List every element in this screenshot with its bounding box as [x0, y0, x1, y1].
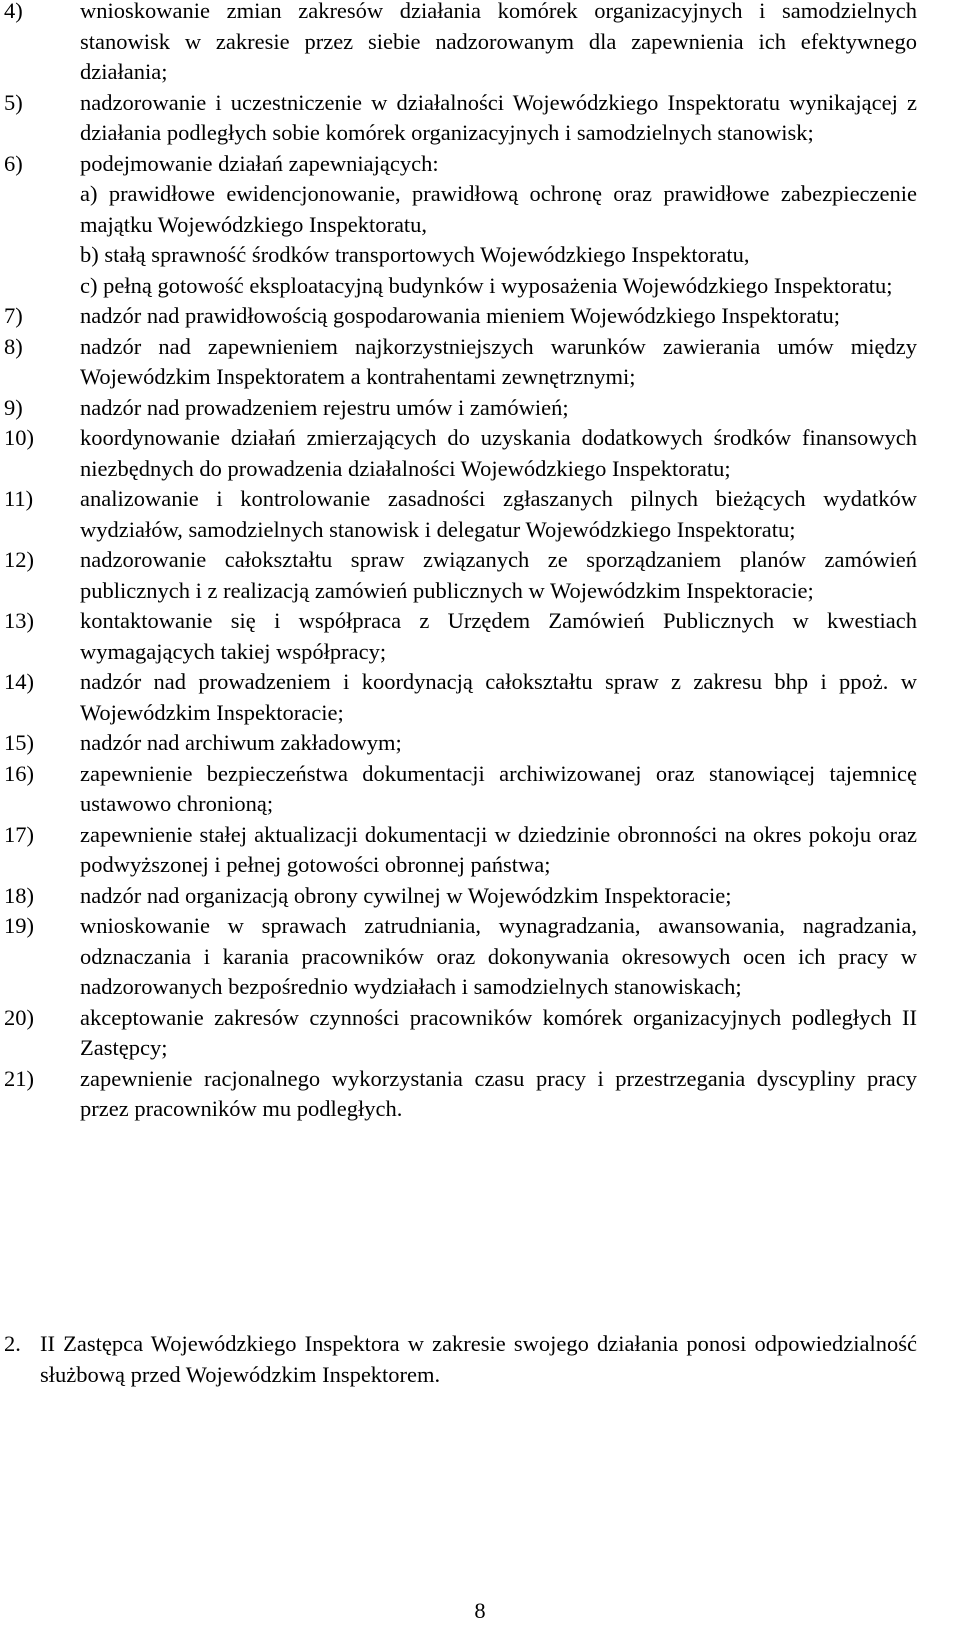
item-number: 8)	[4, 333, 23, 359]
section-2	[0, 1329, 960, 1390]
item-number: 16)	[4, 760, 34, 786]
list-item	[0, 393, 960, 424]
list-item	[0, 301, 960, 332]
item-number: 13)	[4, 608, 34, 633]
item-text: zapewnienie racjonalnego wykorzystania czasu pracy i przestrzegania dyscypliny pracy przez pracowników mu podległych.	[80, 1065, 917, 1121]
item-number: 4)	[4, 0, 23, 23]
item-text: nadzór nad prowadzeniem i koordynacją całokształtu spraw z zakresu bhp i ppoż. w Wojewódzkim Inspektoracie;	[80, 669, 917, 725]
item-text: nadzorowanie i uczestniczenie w działalności Wojewódzkiego Inspektoratu wynikającej z działania podległych sobie komórek organizacyjnych i samodzielnych stanowisk;	[80, 89, 917, 145]
item-number: 20)	[4, 1004, 34, 1030]
item-number: 15)	[4, 730, 34, 755]
item-number: 5)	[4, 89, 23, 115]
list-item	[0, 88, 960, 149]
list-item	[0, 149, 960, 180]
sub-list-item	[0, 271, 960, 302]
item-text: wnioskowanie w sprawach zatrudniania, wynagradzania, awansowania, nagradzania, odznaczania i karania pracowników oraz dokonywania okresowych ocen ich pracy w nadzorowanych bezpośrednio wydziałach i samodzielnych stanowiskach;	[80, 913, 917, 999]
item-text: podejmowanie działań zapewniających:	[80, 150, 439, 176]
item-text: zapewnienie stałej aktualizacji dokumentacji w dziedzinie obronności na okres pokoju oraz podwyższonej i pełnej gotowości obronnej państwa;	[80, 821, 917, 877]
item-text: nadzór nad prowadzeniem rejestru umów i zamówień;	[80, 394, 569, 420]
item-number: 11)	[4, 486, 34, 511]
item-text: zapewnienie bezpieczeństwa dokumentacji archiwizowanej oraz stanowiącej tajemnicę ustawowo chronioną;	[80, 760, 917, 816]
list-item	[0, 1064, 960, 1125]
list-item	[0, 423, 960, 484]
item-text: akceptowanie zakresów czynności pracowników komórek organizacyjnych podległych II Zastępcy;	[80, 1004, 917, 1060]
list-item	[0, 759, 960, 820]
sub-item-text: prawidłowe ewidencjonowanie, prawidłową ochronę oraz prawidłowe zabezpieczenie majątku Wojewódzkiego Inspektoratu,	[80, 181, 917, 237]
item-text: nadzór nad prawidłowością gospodarowania mieniem Wojewódzkiego Inspektoratu;	[80, 303, 841, 328]
list-item	[0, 820, 960, 881]
item-number: 12)	[4, 547, 34, 572]
list-item	[0, 0, 960, 88]
item-number: 19)	[4, 913, 34, 938]
item-text: nadzór nad archiwum zakładowym;	[80, 730, 402, 755]
list-item	[0, 606, 960, 667]
section-text: II Zastępca Wojewódzkiego Inspektora w zakresie swojego działania ponosi odpowiedzialność służbową przed Wojewódzkim Inspektorem.	[40, 1331, 917, 1387]
item-number: 14)	[4, 669, 34, 694]
item-text: kontaktowanie się i współpraca z Urzędem Zamówień Publicznych w kwestiach wymagających takiej współpracy;	[80, 608, 917, 664]
sub-item-text: pełną gotowość eksploatacyjną budynków i wyposażenia Wojewódzkiego Inspektoratu;	[103, 272, 893, 298]
item-text: wnioskowanie zmian zakresów działania komórek organizacyjnych i samodzielnych stanowisk w zakresie przez siebie nadzorowanym dla zapewnienia ich efektywnego działania;	[80, 0, 917, 84]
sub-item-letter: a)	[80, 181, 98, 206]
item-number: 9)	[4, 394, 23, 420]
list-item	[0, 484, 960, 545]
sub-item-text: stałą sprawność środków transportowych Wojewódzkiego Inspektoratu,	[104, 242, 750, 267]
item-number: 18)	[4, 882, 34, 908]
item-text: nadzór nad organizacją obrony cywilnej w Wojewódzkim Inspektoracie;	[80, 882, 732, 908]
sub-item-letter: c)	[80, 272, 98, 298]
sub-list-item	[0, 240, 960, 271]
item-number: 17)	[4, 821, 34, 847]
item-text: nadzór nad zapewnieniem najkorzystniejszych warunków zawierania umów między Wojewódzkim Inspektoratem a kontrahentami zewnętrznymi;	[80, 333, 917, 389]
sub-item-letter: b)	[80, 242, 99, 267]
list-item	[0, 667, 960, 728]
list-item	[0, 911, 960, 1003]
item-number: 21)	[4, 1065, 34, 1091]
list-item	[0, 1003, 960, 1064]
item-number: 7)	[4, 303, 23, 328]
page-number: 8	[474, 1598, 486, 1623]
list-item	[0, 881, 960, 912]
list-item	[0, 728, 960, 759]
item-text: nadzorowanie całokształtu spraw związanych ze sporządzaniem planów zamówień publicznych i z realizacją zamówień publicznych w Wojewódzkim Inspektoracie;	[80, 547, 917, 603]
item-number: 6)	[4, 150, 23, 176]
item-number: 10)	[4, 425, 34, 450]
item-text: analizowanie i kontrolowanie zasadności zgłaszanych pilnych bieżących wydatków wydziałów, samodzielnych stanowisk i delegatur Wojewódzkiego Inspektoratu;	[80, 486, 917, 542]
sub-list-item	[0, 179, 960, 240]
list-item	[0, 332, 960, 393]
item-text: koordynowanie działań zmierzających do uzyskania dodatkowych środków finansowych niezbędnych do prowadzenia działalności Wojewódzkiego Inspektoratu;	[80, 425, 917, 481]
list-item	[0, 545, 960, 606]
section-number: 2.	[4, 1331, 21, 1356]
